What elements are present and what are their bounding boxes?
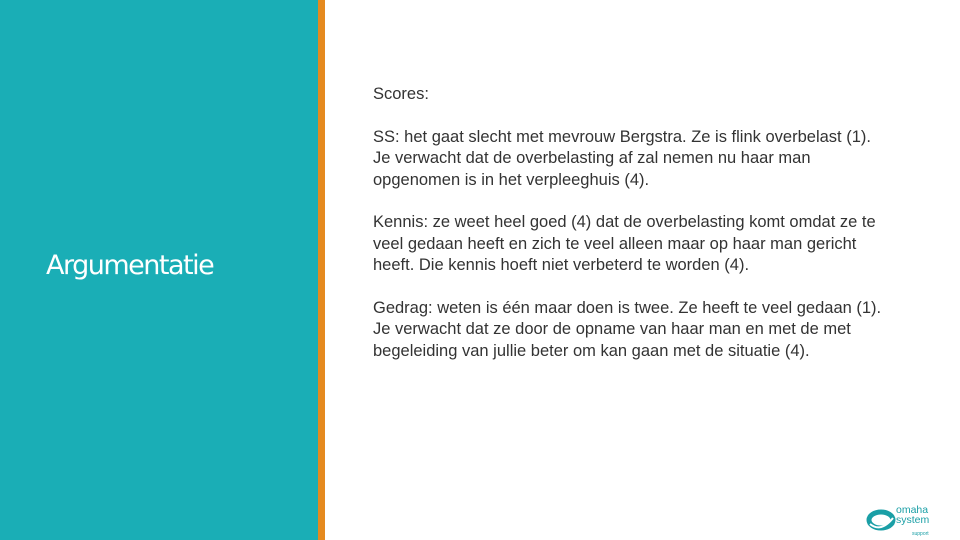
omaha-logo-icon bbox=[866, 507, 896, 533]
logo-line-support: support bbox=[912, 531, 929, 537]
slide-body bbox=[373, 84, 883, 383]
logo-line-system: system bbox=[896, 514, 930, 526]
paragraph-gedrag: Gedrag: weten is één maar doen is twee. Ze heeft te veel gedaan (1). Je verwacht dat ze door de opname van haar man en met de met begeleiding van jullie beter om kan gaan met de situatie (4). bbox=[373, 298, 882, 360]
slide-title: Argumentatie bbox=[46, 250, 214, 281]
omaha-system-logo bbox=[866, 505, 936, 539]
logo-line-omaha: omaha bbox=[896, 504, 929, 516]
paragraph-scores: Scores: bbox=[373, 85, 429, 103]
accent-divider bbox=[318, 0, 325, 540]
paragraph-ss: SS: het gaat slecht met mevrouw Bergstra. Ze is flink overbelast (1). Je verwacht dat de overbelasting af zal nemen nu haar man opgenomen is in het verpleeghuis (4). bbox=[373, 127, 871, 189]
paragraph-kennis: Kennis: ze weet heel goed (4) dat de overbelasting komt omdat ze te veel gedaan heeft en zich te veel alleen maar op haar man gericht heeft. Die kennis hoeft niet verbeterd te worden (4). bbox=[373, 213, 876, 274]
logo-wordmark bbox=[896, 505, 929, 525]
